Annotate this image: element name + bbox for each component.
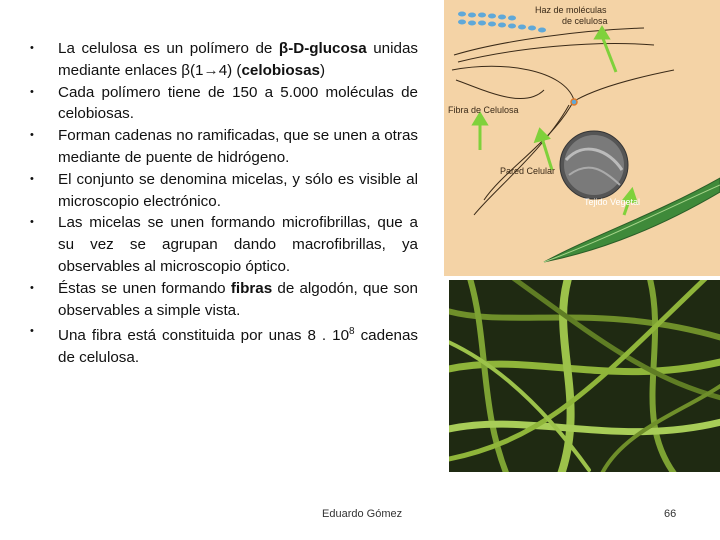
bullet-text: cadenas de celulosa.	[58, 327, 418, 367]
bullet-marker: •	[30, 129, 34, 142]
page-number: 66	[664, 508, 677, 520]
bullet-marker: •	[30, 325, 34, 338]
bullet-item	[26, 169, 418, 213]
bullet-text: →	[203, 61, 219, 79]
bullet-marker: •	[30, 42, 34, 54]
bullet-text: El conjunto se denomina micelas, y sólo es visible al microscopio electrónico.	[58, 170, 418, 210]
bullet-marker: •	[30, 216, 34, 229]
bullet-text: Las micelas se unen formando microfibrillas, que a su vez se agrupan dando macrofibrillas, ya observables al microscopio óptico.	[58, 214, 418, 275]
bullet-text: )	[320, 61, 326, 79]
bullet-item	[26, 38, 418, 82]
bullet-item	[26, 212, 418, 277]
cell-wall-micrograph	[560, 131, 628, 199]
microfibril-image	[449, 280, 720, 472]
label-fibra: Fibra de Celulosa	[448, 105, 519, 115]
bullet-text: β-D-glucosa	[278, 40, 367, 57]
footer-author: Eduardo Gómez	[322, 508, 403, 520]
bullet-text: 8	[349, 326, 355, 338]
label-haz-line1: Haz de moléculas	[535, 5, 607, 15]
bullet-text: celobiosas	[241, 61, 320, 79]
bullet-marker: •	[30, 85, 34, 98]
bullet-item	[26, 82, 418, 126]
cellulose-diagram	[444, 0, 720, 276]
bullet-item	[26, 278, 418, 322]
bullet-item	[26, 321, 418, 369]
bullet-item	[26, 125, 418, 169]
bullet-text: La celulosa es un polímero de	[58, 40, 279, 57]
bullet-text: fibras	[230, 279, 273, 297]
bullet-text: Cada polímero tiene de 150 a 5.000 moléculas de celobiosas.	[58, 83, 418, 123]
bullet-text: Una fibra está constituida por unas 8 . 10	[58, 327, 350, 345]
bullet-text: unidas mediante enlaces β(1	[58, 40, 418, 79]
bullet-text: 4) (	[218, 61, 242, 79]
microfibril-photo	[449, 280, 720, 472]
bullet-text: Forman cadenas no ramificadas, que se unen a otras mediante de puente de hidrógeno.	[58, 127, 418, 166]
bullet-marker: •	[30, 281, 34, 294]
bullet-text: de algodón, que son observables a simple vista.	[58, 279, 418, 319]
cellulose-illustration	[444, 0, 720, 276]
label-tejido: Tejido Vegetal	[584, 197, 641, 207]
bullet-marker: •	[30, 172, 34, 185]
bullet-list	[26, 38, 418, 369]
label-haz-line2: de celulosa	[562, 16, 608, 26]
fibre-junction	[571, 99, 577, 105]
bullet-text: Éstas se unen formando	[58, 279, 231, 297]
molecule-bundle	[458, 12, 546, 33]
label-pared: Pared Celular	[500, 166, 556, 176]
